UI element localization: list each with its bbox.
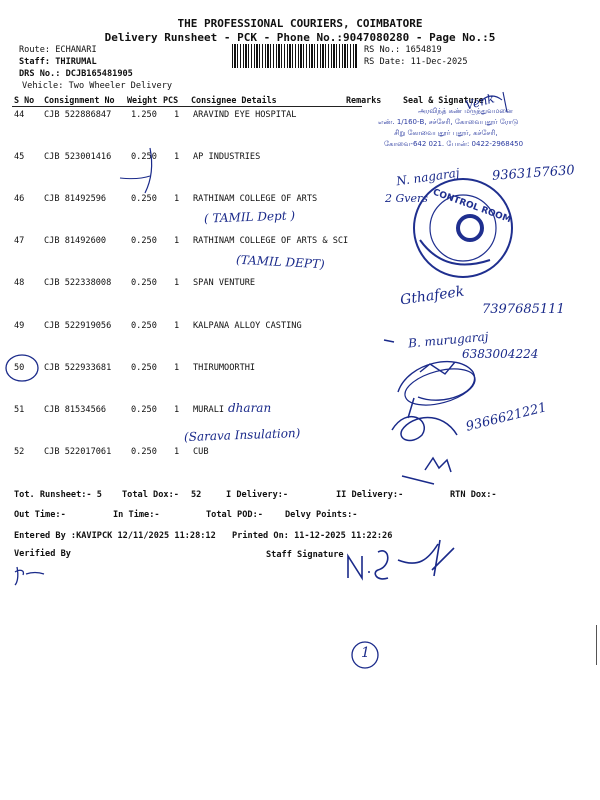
sig-row46: 2 Gvers [385, 192, 428, 205]
page-mark-number: 1 [361, 645, 370, 661]
circle-row50 [6, 355, 38, 381]
row-weight: 0.250 [131, 278, 157, 288]
row-pcs: 1 [174, 236, 180, 246]
note-row47: (TAMIL DEPT) [235, 252, 325, 272]
row-sno: 48 [14, 278, 25, 288]
i-delivery: I Delivery:- [226, 490, 289, 500]
col-sno: S No [14, 95, 35, 105]
tot-runsheet: Tot. Runsheet:- 5 [14, 490, 102, 500]
college-stamp-text: CONTROL ROOM [431, 187, 513, 226]
row-consignment: CJB 522017061 [44, 447, 112, 457]
row-consignee: AP INDUSTRIES [193, 152, 261, 162]
row-pcs: 1 [174, 152, 180, 162]
sig-row51 [392, 398, 457, 440]
row-sno: 51 [14, 405, 25, 415]
total-dox-label: Total Dox:- [122, 490, 179, 500]
row-consignment: CJB 522919056 [44, 321, 112, 331]
row-sno: 45 [14, 152, 25, 162]
col-pcs: PCS [163, 95, 179, 105]
row-consignment: CJB 522933681 [44, 363, 112, 373]
total-pod: Total POD:- [206, 510, 263, 520]
in-time: In Time:- [113, 510, 160, 520]
verified-initials [15, 567, 44, 585]
delvy-points: Delvy Points:- [285, 510, 358, 520]
row-consignee: MURALI [193, 405, 225, 415]
row-consignee: CUB [193, 447, 209, 457]
row-sno: 44 [14, 110, 25, 120]
rs-date-value: 11-Dec-2025 [410, 57, 468, 67]
hospital-stamp-line: கோவை-642 021. போன்: 0422-2968450 [384, 140, 524, 148]
verified-by: Verified By [14, 549, 71, 559]
row-weight: 0.250 [131, 194, 157, 204]
printed-on: Printed On: 11-12-2025 11:22:26 [232, 531, 393, 541]
rs-no-label: RS No.: [364, 45, 401, 55]
row-weight: 0.250 [131, 321, 157, 331]
phone-row49: 6383004224 [462, 347, 539, 361]
row-consignee: RATHINAM COLLEGE OF ARTS & SCI [193, 236, 349, 246]
row-pcs: 1 [174, 110, 180, 120]
name-row51-suffix: dharan [228, 401, 272, 415]
row-sno: 46 [14, 194, 25, 204]
row-consignee: ARAVIND EYE HOSPITAL [193, 110, 297, 120]
row-consignment: CJB 522886847 [44, 110, 112, 120]
staff-label: Staff: [19, 57, 51, 67]
sig-row49: B. murugaraj [407, 329, 489, 351]
hospital-stamp-line: எண். 1/160-B, சச்சேரி, கோவைபுதூர் ரோடு [378, 118, 519, 126]
row-consignee: SPAN VENTURE [193, 278, 256, 288]
staff-signature-label: Staff Signature [266, 550, 344, 560]
col-weight: Weight [127, 95, 158, 105]
total-dox-value: 52 [191, 490, 202, 500]
rs-no-value: 1654819 [405, 45, 442, 55]
note-row51: (Sarava Insulation) [183, 425, 301, 445]
hospital-stamp-line: அரவிந்த் கண் மருத்துவமனை [418, 107, 513, 115]
route-value: ECHANARI [55, 45, 97, 55]
col-seal: Seal & Signature [403, 95, 484, 105]
row-pcs: 1 [174, 194, 180, 204]
row-weight: 0.250 [131, 405, 157, 415]
staff-value: THIRUMAL [55, 57, 97, 67]
row-sno: 52 [14, 447, 25, 457]
phone-row51: 9366621221 [464, 400, 549, 435]
sig-row48: Gthafeek [399, 283, 466, 309]
pen-mark-row45b [120, 176, 150, 179]
row-consignment: CJB 523001416 [44, 152, 112, 162]
row-consignment: CJB 81492600 [44, 236, 107, 246]
row-sno: 49 [14, 321, 25, 331]
company-title: THE PROFESSIONAL COURIERS, COIMBATORE [177, 17, 423, 30]
drs-value: DCJB165481905 [65, 69, 133, 79]
arrow-row49 [384, 340, 394, 342]
sig-row44: Venk [463, 91, 496, 113]
row-weight: 1.250 [131, 110, 157, 120]
row-consignment: CJB 522338008 [44, 278, 112, 288]
row-pcs: 1 [174, 363, 180, 373]
row-pcs: 1 [174, 278, 180, 288]
vehicle-value: Two Wheeler Delivery [68, 81, 173, 91]
pen-mark-row45 [145, 148, 152, 193]
phone-row45: 9363157630 [491, 163, 576, 184]
row-consignment: CJB 81492596 [44, 194, 107, 204]
row-consignment: CJB 81534566 [44, 405, 107, 415]
col-consignee: Consignee Details [191, 95, 277, 105]
entered-by: Entered By :KAVIPCK 12/11/2025 11:28:12 [14, 531, 216, 541]
rtn-dox: RTN Dox:- [450, 490, 497, 500]
row-sno: 47 [14, 236, 25, 246]
pen-mark-row44 [482, 92, 507, 112]
page-edge-mark [596, 625, 597, 665]
row-weight: 0.250 [131, 363, 157, 373]
phone-row48: 7397685111 [482, 302, 565, 317]
drs-label: DRS No.: [19, 69, 61, 79]
route-label: Route: [19, 45, 51, 55]
runsheet-title: Delivery Runsheet - PCK - Phone No.:9047080280 - Page No.:5 [104, 31, 496, 44]
staff-signature-ink [348, 540, 454, 579]
row-weight: 0.250 [131, 152, 157, 162]
sig-row45: N. nagaraj [395, 165, 461, 189]
row-consignee: THIRUMOORTHI [193, 363, 256, 373]
out-time: Out Time:- [14, 510, 66, 520]
college-round-stamp [414, 179, 512, 277]
rs-date-label: RS Date: [364, 57, 406, 67]
note-row46: ( TAMIL Dept ) [203, 208, 296, 226]
row-pcs: 1 [174, 405, 180, 415]
row-consignee: RATHINAM COLLEGE OF ARTS [193, 194, 318, 204]
ii-delivery: II Delivery:- [336, 490, 404, 500]
row-sno: 50 [14, 363, 25, 373]
row-weight: 0.250 [131, 447, 157, 457]
row-consignee: KALPANA ALLOY CASTING [193, 321, 302, 331]
col-remarks: Remarks [346, 95, 382, 105]
row-pcs: 1 [174, 447, 180, 457]
row-pcs: 1 [174, 321, 180, 331]
row-weight: 0.250 [131, 236, 157, 246]
hospital-stamp-line: சிறு கோவைபுதூர் புதூர், கச்சேரி, [394, 129, 498, 137]
sig-row52 [402, 458, 451, 484]
col-consignment: Consignment No [44, 95, 115, 105]
vehicle-label: Vehicle: [22, 81, 64, 91]
